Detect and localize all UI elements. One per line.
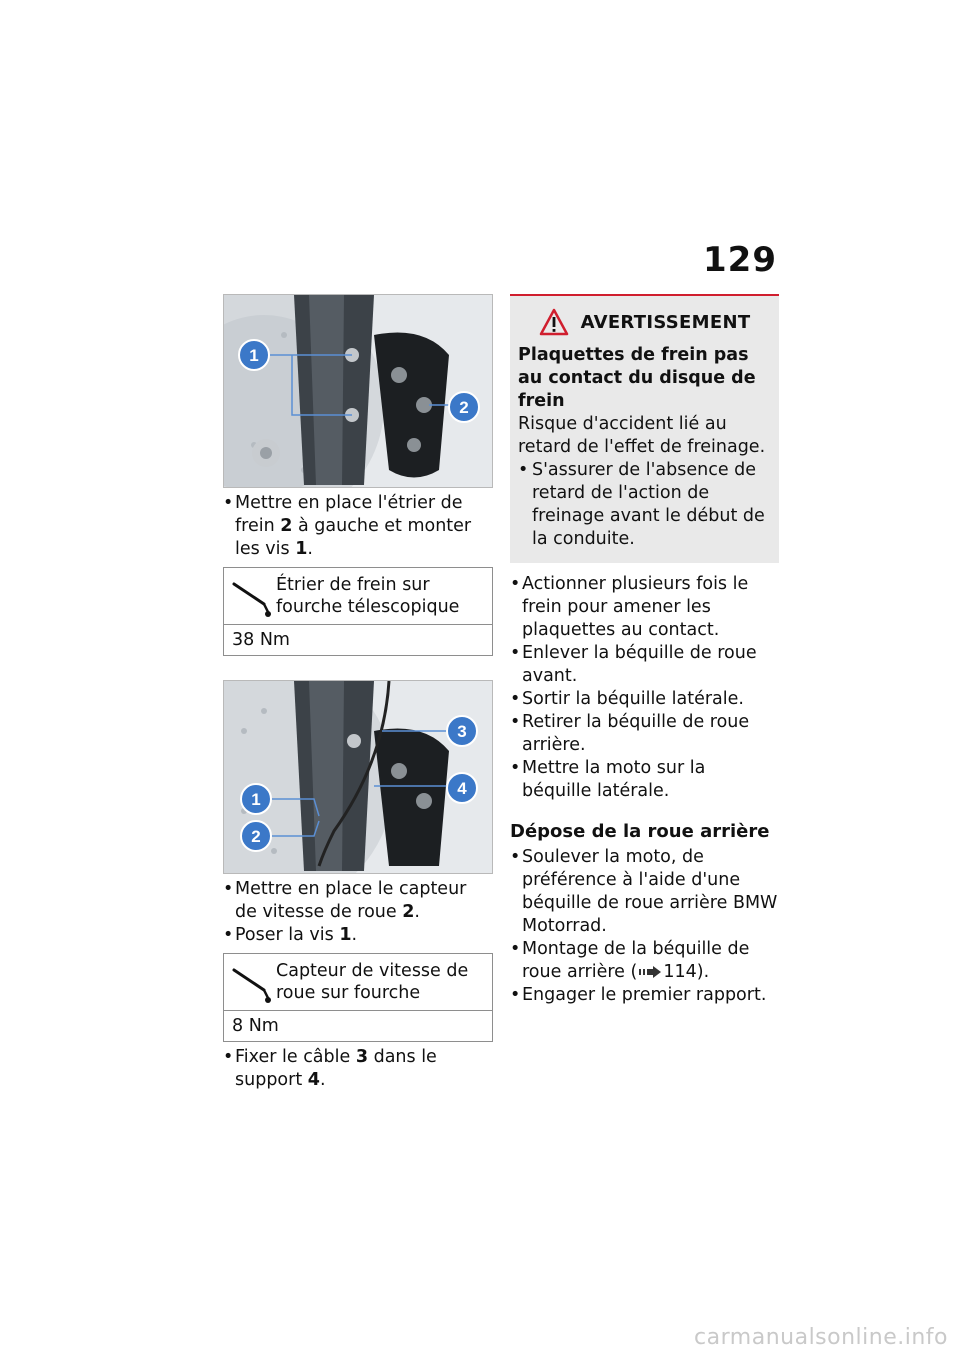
list-item: • Montage de la béquille de roue arrière ( 114). [510, 938, 779, 984]
svg-text:4: 4 [457, 779, 467, 798]
callout-1 [241, 784, 271, 814]
section-step-list [510, 846, 779, 1007]
torque-value: 38 Nm [232, 630, 290, 650]
callout-4 [447, 773, 477, 803]
torque-wrench-icon [228, 960, 274, 1004]
svg-text:1: 1 [249, 346, 259, 365]
list-item: • Soulever la moto, de préférence à l'aide d'une béquille de roue arrière BMW Motorrad. [510, 846, 779, 938]
callout-3 [447, 716, 477, 746]
section-heading: Dépose de la roue arrière [510, 821, 770, 842]
warning-subject: Plaquettes de frein pas au contact du disque de frein [518, 345, 756, 411]
list-item: • Poser la vis 1. [223, 924, 493, 947]
svg-text:3: 3 [457, 722, 467, 741]
list-item: • Mettre la moto sur la béquille latérale. [510, 757, 779, 803]
warning-box [510, 294, 779, 563]
svg-text:2: 2 [459, 398, 469, 417]
list-item: • Sortir la béquille latérale. [510, 688, 779, 711]
list-item: • Mettre en place l'étrier de frein 2 à gauche et monter les vis 1. [223, 492, 493, 561]
callout-1 [239, 340, 269, 370]
callout-2 [241, 821, 271, 851]
instruction-list-1 [223, 492, 493, 561]
instruction-list-3 [223, 1046, 493, 1092]
watermark: carmanualsonline.info [694, 1325, 948, 1350]
instruction-list-2 [223, 878, 493, 947]
warning-triangle-icon [539, 308, 569, 336]
svg-text:2: 2 [251, 827, 261, 846]
brake-caliper-figure [223, 294, 493, 488]
list-item: • Engager le premier rapport. [510, 984, 779, 1007]
page-reference-arrow-icon [637, 966, 663, 978]
warning-actions [518, 459, 771, 551]
torque-wrench-icon [228, 574, 274, 618]
torque-value: 8 Nm [232, 1016, 279, 1036]
list-item: • Actionner plusieurs fois le frein pour amener les plaquettes au contact. [510, 573, 779, 642]
right-column [510, 294, 779, 1007]
callout-2 [449, 392, 479, 422]
list-item: • Retirer la béquille de roue arrière. [510, 711, 779, 757]
step-list [510, 573, 779, 803]
left-column [223, 294, 493, 1092]
warning-risk: Risque d'accident lié au retard de l'effet de freinage. [518, 414, 766, 457]
warning-title: AVERTISSEMENT [580, 311, 751, 333]
torque-table-sensor [223, 953, 493, 1042]
wheel-speed-sensor-figure [223, 680, 493, 874]
torque-title: Étrier de frein sur fourche télescopique [276, 575, 460, 617]
torque-title: Capteur de vitesse de roue sur fourche [276, 961, 469, 1003]
page-number: 129 [703, 240, 777, 280]
list-item: • Fixer le câble 3 dans le support 4. [223, 1046, 493, 1092]
svg-text:1: 1 [251, 790, 261, 809]
page-reference[interactable]: 114 [663, 962, 697, 982]
list-item: • Enlever la béquille de roue avant. [510, 642, 779, 688]
list-item: • S'assurer de l'absence de retard de l'action de freinage avant le début de la conduite. [518, 459, 771, 551]
list-item: • Mettre en place le capteur de vitesse de roue 2. [223, 878, 493, 924]
torque-table-caliper [223, 567, 493, 656]
